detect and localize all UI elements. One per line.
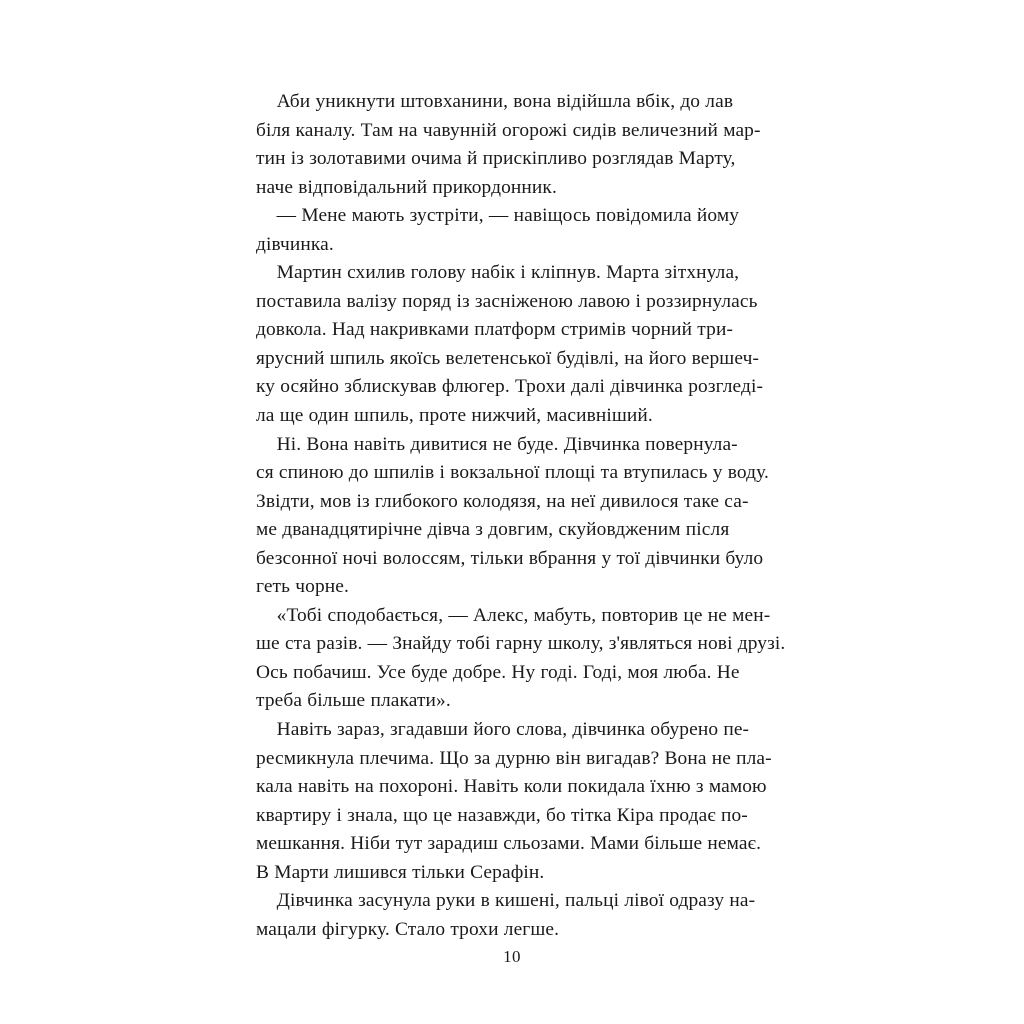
text-line: — Мене мають зустріти, — навіщось повідомила йому [256,205,740,227]
text-line: Ні. Вона навіть дивитися не буде. Дівчинка повернула- [256,433,738,455]
paragraph [256,887,779,944]
text-line: довкола. Над накривками платформ стримів чорний три- [256,319,734,341]
text-line: ше ста разів. — Знайду тобі гарну школу, з'являться нові друзі. [256,633,786,655]
text-line: ла ще один шпиль, проте нижчий, масивніший. [256,405,653,427]
text-line: поставила валізу поряд із засніженою лавою і роззирнулась [256,290,758,312]
text-line: геть чорне. [256,576,349,598]
text-line: мацали фігурку. Стало трохи легше. [256,918,560,940]
text-line: Навіть зараз, згадавши його слова, дівчинка обурено пе- [256,719,750,741]
text-line: біля каналу. Там на чавунній огорожі сидів величезний мар- [256,119,761,141]
text-line: Ось побачиш. Усе буде добре. Ну годі. Годі, моя люба. Не [256,661,740,683]
paragraph [256,716,779,887]
text-line: наче відповідальний прикордонник. [256,176,557,198]
paragraph [256,259,779,430]
text-line: мешкання. Ніби тут зарадиш сльозами. Мами більше немає. [256,833,762,855]
text-line: квартиру і знала, що це назавжди, бо тітка Кіра продає по- [256,804,748,826]
text-line: В Марти лишився тільки Серафін. [256,861,545,883]
text-line: Дівчинка засунула руки в кишені, пальці лівої одразу на- [256,890,756,912]
paragraph [256,602,786,716]
text-line: треба більше плакати». [256,690,451,712]
text-line: тин із золотавими очима й прискіпливо розглядав Марту, [256,148,736,170]
text-line: ресмикнула плечима. Що за дурню він вигадав? Вона не пла- [256,747,772,769]
text-line: дівчинка. [256,233,334,255]
text-line: ярусний шпиль якоїсь велетенської будівлі, на його вершеч- [256,347,760,369]
text-line: Мартин схилив голову набік і кліпнув. Марта зітхнула, [256,262,740,284]
text-line: ся спиною до шпилів і вокзальної площі та втупилась у воду. [256,462,769,484]
page-number: 10 [503,947,521,966]
paragraph [256,431,779,602]
text-line: ме дванадцятирічне дівча з довгим, скуйовдженим після [256,519,730,541]
page-text-block [256,88,786,944]
paragraph [256,88,779,202]
text-line: кала навіть на похороні. Навіть коли покидала їхню з мамою [256,776,767,798]
paragraph [256,202,779,259]
text-line: «Тобі сподобається, — Алекс, мабуть, повторив це не мен- [256,604,771,626]
text-line: Аби уникнути штовханини, вона відійшла вбік, до лав [256,91,734,112]
text-line: Звідти, мов із глибокого колодязя, на неї дивилося таке са- [256,490,749,512]
text-line: ку осяйно зблискував флюгер. Трохи далі дівчинка розгледі- [256,376,764,398]
text-line: безсонної ночі волоссям, тільки вбрання у тої дівчинки було [256,547,764,569]
